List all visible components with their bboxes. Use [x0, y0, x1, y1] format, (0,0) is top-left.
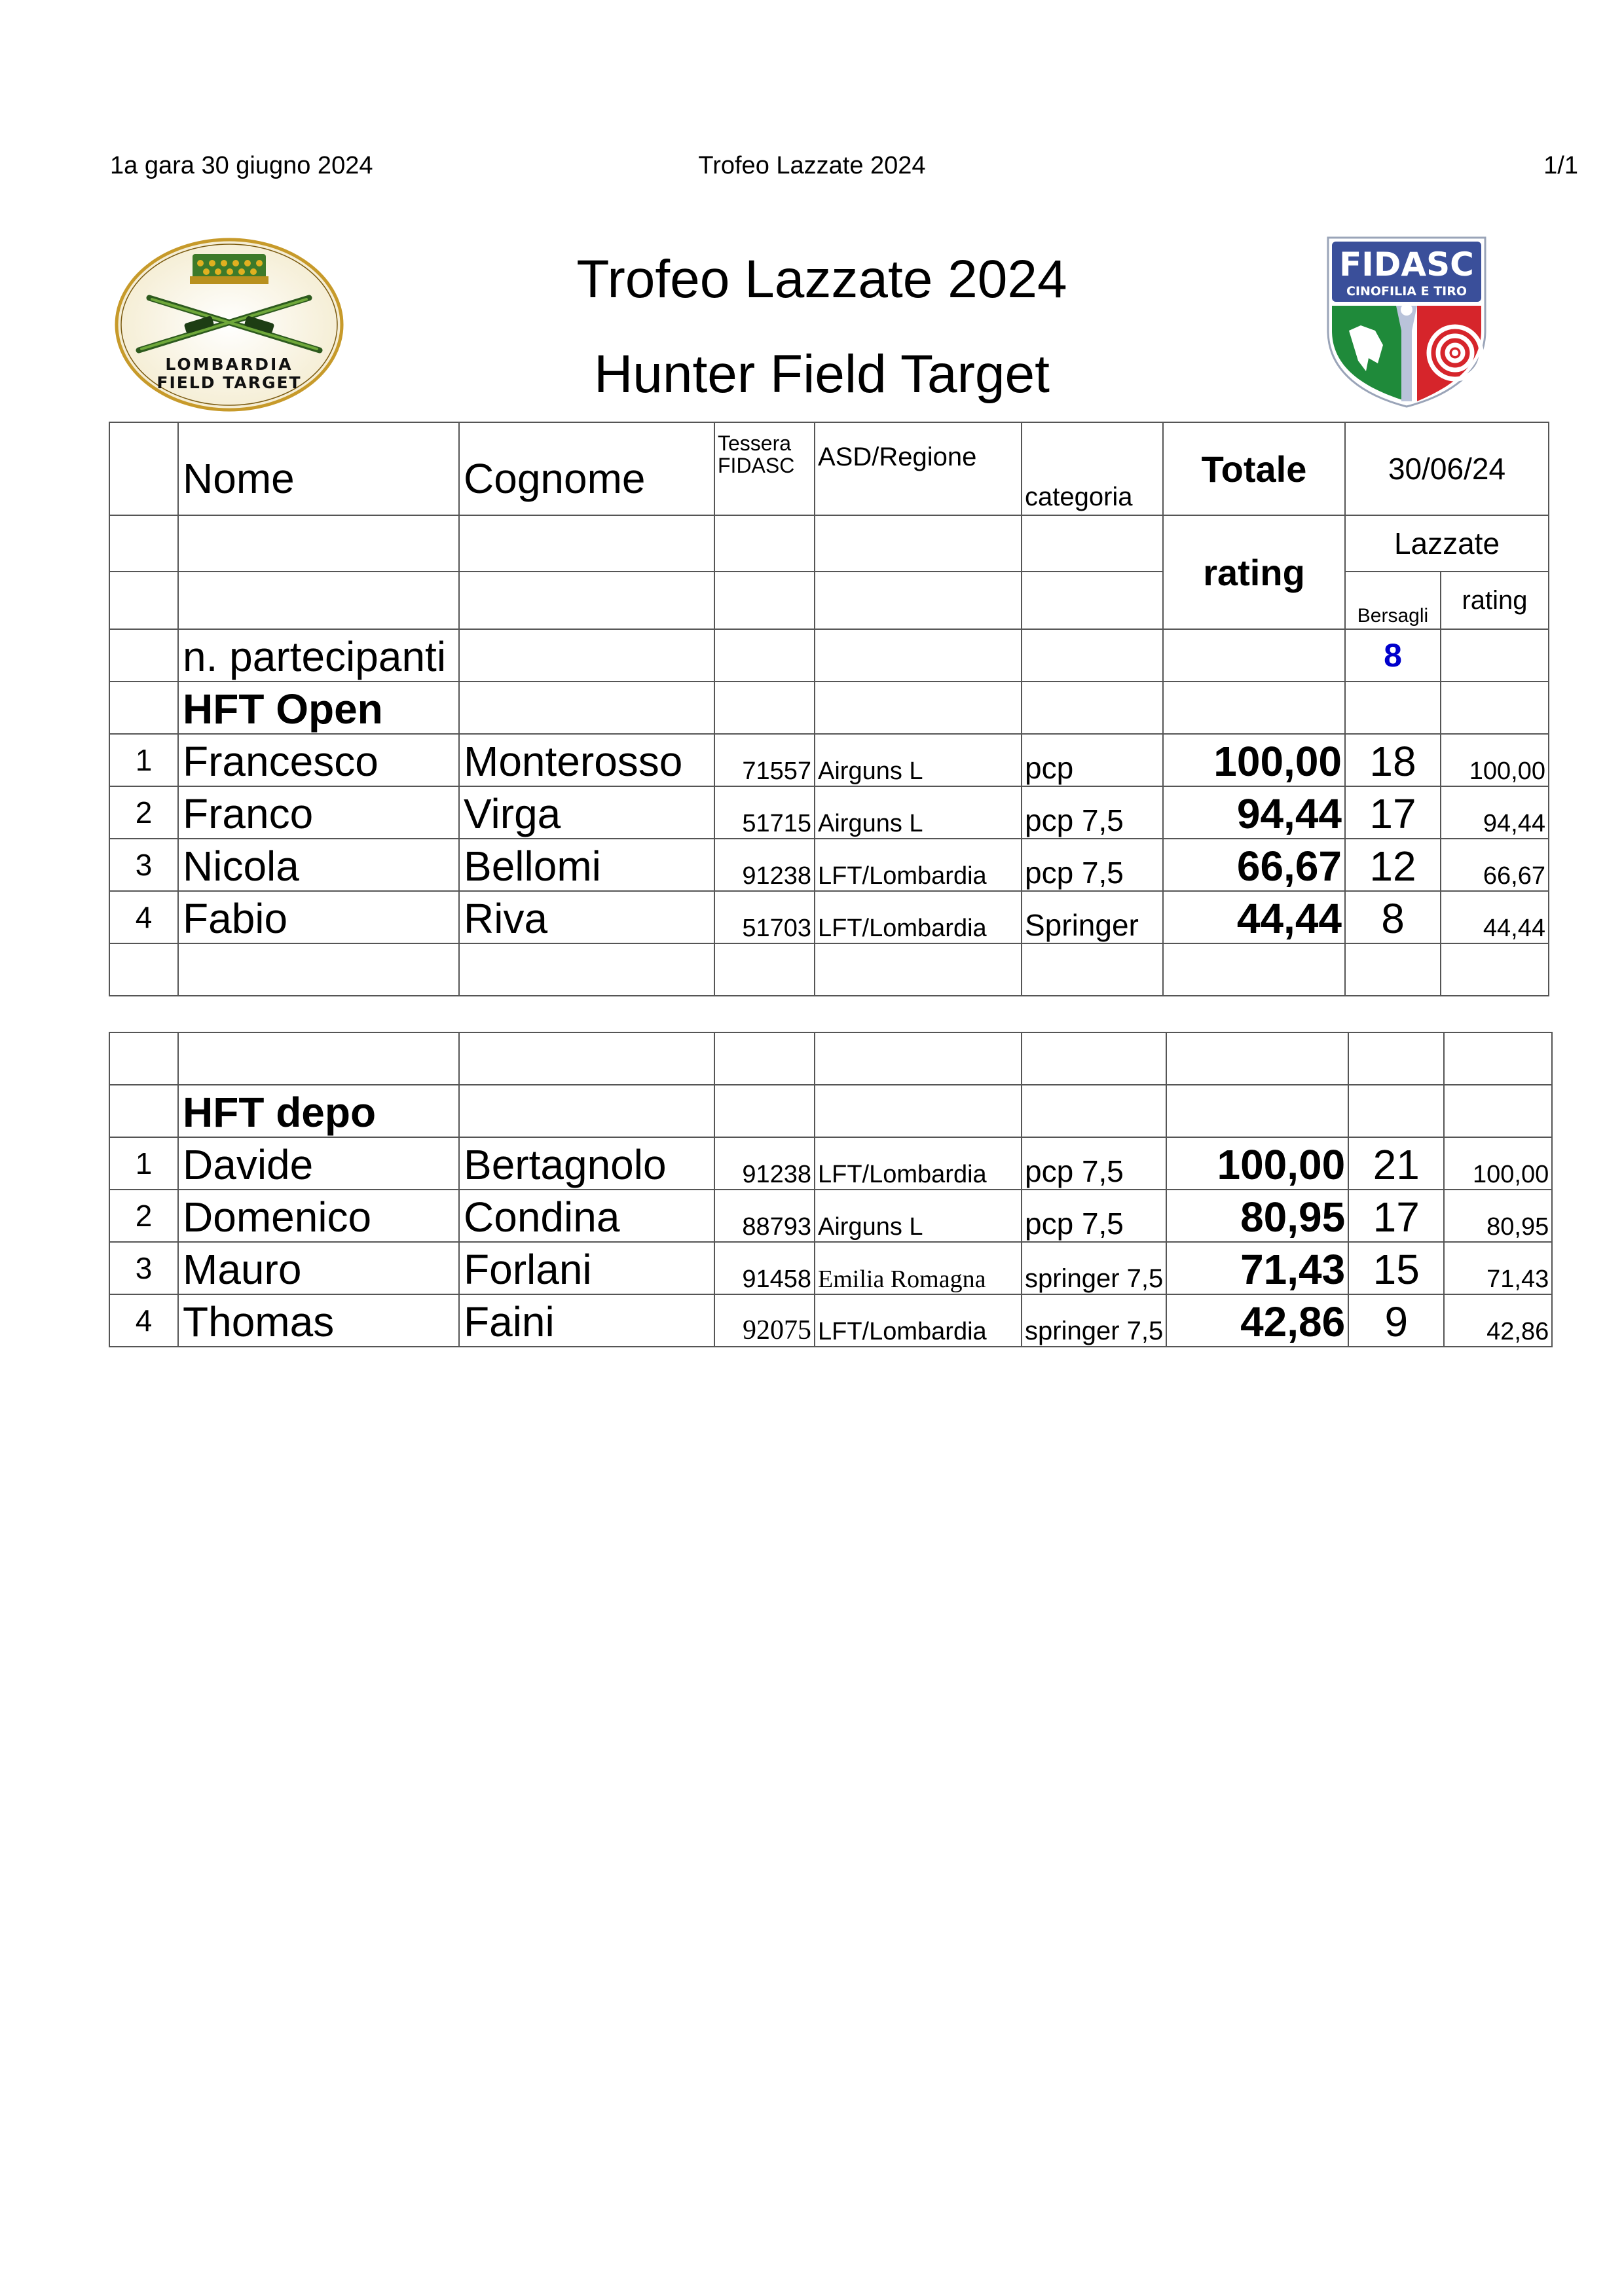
section-title: HFT depo [178, 1085, 459, 1137]
cell-pos: 1 [109, 1137, 178, 1190]
results-table-depo [109, 1032, 1553, 1347]
cell-cognome: Faini [459, 1294, 714, 1347]
cell-cognome: Monterosso [459, 734, 714, 786]
col-header-cognome: Cognome [459, 422, 714, 515]
fidasc-logo-subtext: CINOFILIA E TIRO [1346, 284, 1467, 299]
col-header-rating: rating [1163, 515, 1345, 629]
cell-categoria: pcp [1022, 734, 1163, 786]
cell-tessera: 91458 [714, 1242, 815, 1294]
cell-nome: Franco [178, 786, 459, 839]
cell-asd: LFT/Lombardia [815, 891, 1022, 943]
table-row [109, 1242, 1552, 1294]
partecipanti-row [109, 629, 1549, 682]
cell-bersagli: 15 [1348, 1242, 1444, 1294]
cell-totale: 80,95 [1166, 1190, 1348, 1242]
cell-pos: 3 [109, 1242, 178, 1294]
cell-cognome: Bellomi [459, 839, 714, 891]
cell-pos: 3 [109, 839, 178, 891]
cell-rating: 66,67 [1441, 839, 1549, 891]
cell-rating: 100,00 [1444, 1137, 1552, 1190]
cell-rating: 71,43 [1444, 1242, 1552, 1294]
table-row [109, 734, 1549, 786]
cell-tessera: 51715 [714, 786, 815, 839]
cell-cognome: Bertagnolo [459, 1137, 714, 1190]
cell-pos: 1 [109, 734, 178, 786]
cell-nome: Thomas [178, 1294, 459, 1347]
cell-cognome: Virga [459, 786, 714, 839]
col-header-nome: Nome [178, 422, 459, 515]
cell-bersagli: 21 [1348, 1137, 1444, 1190]
lft-logo-text-2: FIELD TARGET [157, 373, 302, 392]
table-row [109, 839, 1549, 891]
table-header-row-2 [109, 515, 1549, 572]
cell-asd: Airguns L [815, 1190, 1022, 1242]
table-header-row-1 [109, 422, 1549, 515]
cell-totale: 100,00 [1163, 734, 1345, 786]
cell-tessera: 91238 [714, 839, 815, 891]
cell-categoria: pcp 7,5 [1022, 1190, 1166, 1242]
empty-row [109, 1032, 1552, 1085]
table-row [109, 891, 1549, 943]
cell-bersagli: 8 [1345, 891, 1441, 943]
cell-totale: 71,43 [1166, 1242, 1348, 1294]
cell-cognome: Riva [459, 891, 714, 943]
cell-cognome: Condina [459, 1190, 714, 1242]
cell-rating: 42,86 [1444, 1294, 1552, 1347]
cell-totale: 100,00 [1166, 1137, 1348, 1190]
cell-tessera: 91238 [714, 1137, 815, 1190]
col-header-tessera: Tessera FIDASC [714, 422, 815, 515]
section-title: HFT Open [178, 682, 459, 734]
partecipanti-count: 8 [1345, 629, 1441, 682]
cell-categoria: pcp 7,5 [1022, 839, 1163, 891]
cell-asd: LFT/Lombardia [815, 1137, 1022, 1190]
title-line-1: Trofeo Lazzate 2024 [576, 249, 1067, 309]
cell-asd: LFT/Lombardia [815, 1294, 1022, 1347]
cell-tessera: 88793 [714, 1190, 815, 1242]
cell-nome: Francesco [178, 734, 459, 786]
cell-tessera: 71557 [714, 734, 815, 786]
col-header-totale: Totale [1163, 422, 1345, 515]
col-header-categoria: categoria [1022, 422, 1163, 515]
section-row [109, 682, 1549, 734]
cell-categoria: springer 7,5 [1022, 1242, 1166, 1294]
cell-tessera: 92075 [714, 1294, 815, 1347]
col-header-bersagli: Bersagli [1345, 572, 1441, 629]
cell-totale: 94,44 [1163, 786, 1345, 839]
cell-cognome: Forlani [459, 1242, 714, 1294]
header-left-text: 1a gara 30 giugno 2024 [110, 152, 373, 179]
table-row [109, 1137, 1552, 1190]
cell-pos: 2 [109, 1190, 178, 1242]
cell-rating: 94,44 [1441, 786, 1549, 839]
cell-tessera: 51703 [714, 891, 815, 943]
cell-nome: Fabio [178, 891, 459, 943]
cell-asd: Airguns L [815, 786, 1022, 839]
cell-pos: 4 [109, 891, 178, 943]
cell-totale: 44,44 [1163, 891, 1345, 943]
cell-pos: 2 [109, 786, 178, 839]
header-center-text: Trofeo Lazzate 2024 [698, 152, 926, 179]
table-row [109, 1294, 1552, 1347]
col-header-rating-sub: rating [1441, 572, 1549, 629]
lft-logo-text-1: LOMBARDIA [165, 355, 293, 374]
header-page-number: 1/1 [1543, 152, 1578, 179]
cell-totale: 42,86 [1166, 1294, 1348, 1347]
cell-bersagli: 18 [1345, 734, 1441, 786]
table-row [109, 786, 1549, 839]
cell-categoria: pcp 7,5 [1022, 786, 1163, 839]
cell-categoria: pcp 7,5 [1022, 1137, 1166, 1190]
cell-categoria: springer 7,5 [1022, 1294, 1166, 1347]
cell-nome: Nicola [178, 839, 459, 891]
partecipanti-label: n. partecipanti [178, 629, 459, 682]
cell-totale: 66,67 [1163, 839, 1345, 891]
cell-rating: 80,95 [1444, 1190, 1552, 1242]
col-header-asd: ASD/Regione [815, 422, 1022, 515]
cell-bersagli: 12 [1345, 839, 1441, 891]
col-header-luogo: Lazzate [1345, 515, 1549, 572]
cell-rating: 100,00 [1441, 734, 1549, 786]
title-line-2: Hunter Field Target [594, 344, 1050, 404]
cell-bersagli: 17 [1345, 786, 1441, 839]
cell-nome: Domenico [178, 1190, 459, 1242]
cell-asd: Emilia Romagna [815, 1242, 1022, 1294]
cell-bersagli: 17 [1348, 1190, 1444, 1242]
cell-asd: LFT/Lombardia [815, 839, 1022, 891]
cell-rating: 44,44 [1441, 891, 1549, 943]
section-row [109, 1085, 1552, 1137]
cell-nome: Davide [178, 1137, 459, 1190]
col-header-date: 30/06/24 [1345, 422, 1549, 515]
table-row [109, 1190, 1552, 1242]
results-table-open [109, 422, 1549, 996]
cell-categoria: Springer [1022, 891, 1163, 943]
cell-pos: 4 [109, 1294, 178, 1347]
cell-bersagli: 9 [1348, 1294, 1444, 1347]
cell-asd: Airguns L [815, 734, 1022, 786]
empty-row [109, 943, 1549, 996]
cell-nome: Mauro [178, 1242, 459, 1294]
fidasc-logo-text: FIDASC [1339, 246, 1474, 283]
fidasc-logo [1323, 232, 1490, 409]
